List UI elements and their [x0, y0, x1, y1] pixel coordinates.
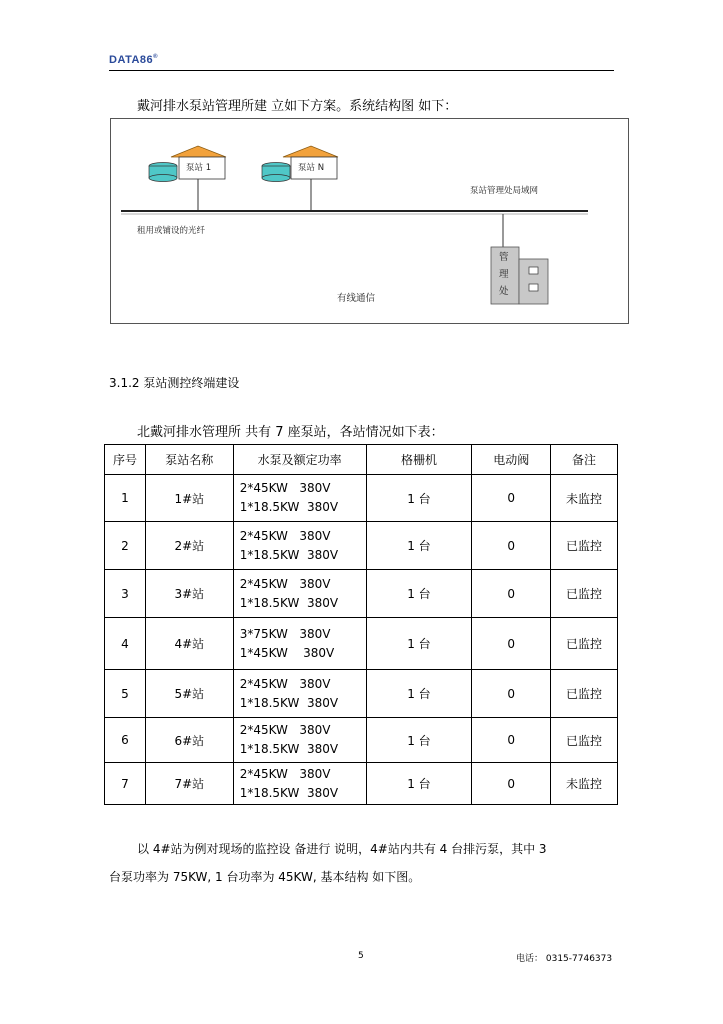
table-row — [105, 570, 618, 618]
station-name: 3#站 — [145, 570, 233, 618]
row-no: 6 — [105, 718, 146, 763]
system-diagram — [110, 118, 629, 324]
row-no: 2 — [105, 522, 146, 570]
station-1-label: 泵站 1 — [186, 163, 212, 173]
note: 未监控 — [551, 763, 618, 805]
network-label: 泵站管理处局域网 — [470, 186, 539, 196]
header-divider — [109, 70, 614, 71]
row-no: 7 — [105, 763, 146, 805]
fiber-label: 租用或铺设的光纤 — [137, 226, 206, 236]
valve-count: 0 — [472, 570, 551, 618]
company-logo: DATA86® — [109, 54, 159, 66]
page-number: 5 — [358, 951, 364, 961]
row-no: 3 — [105, 570, 146, 618]
station-name: 2#站 — [145, 522, 233, 570]
footer-phone: 电话： 0315-7746373 — [516, 954, 613, 964]
pump-power: 2*45KW 380V 1*18.5KW 380V — [233, 570, 366, 618]
section-title: 3.1.2 泵站测控终端建设 — [109, 376, 240, 390]
station-name: 5#站 — [145, 670, 233, 718]
grille-count: 1 台 — [366, 475, 472, 522]
col-header: 水泵及额定功率 — [233, 445, 366, 475]
note: 已监控 — [551, 670, 618, 718]
col-header: 泵站名称 — [145, 445, 233, 475]
pump-power: 3*75KW 380V 1*45KW 380V — [233, 618, 366, 670]
row-no: 5 — [105, 670, 146, 718]
col-header: 电动阀 — [472, 445, 551, 475]
grille-count: 1 台 — [366, 618, 472, 670]
col-header: 格栅机 — [366, 445, 472, 475]
note: 已监控 — [551, 522, 618, 570]
note: 未监控 — [551, 475, 618, 522]
pump-power: 2*45KW 380V 1*18.5KW 380V — [233, 475, 366, 522]
pump-power: 2*45KW 380V 1*18.5KW 380V — [233, 670, 366, 718]
note: 已监控 — [551, 618, 618, 670]
office-annex — [519, 259, 548, 304]
grille-count: 1 台 — [366, 522, 472, 570]
table-row — [105, 718, 618, 763]
grille-count: 1 台 — [366, 670, 472, 718]
table-row — [105, 763, 618, 805]
table-row — [105, 475, 618, 522]
office-char: 处 — [499, 286, 509, 297]
table-header-row — [105, 445, 618, 475]
table-row — [105, 618, 618, 670]
station-name: 4#站 — [145, 618, 233, 670]
row-no: 1 — [105, 475, 146, 522]
station-name: 7#站 — [145, 763, 233, 805]
pump-power: 2*45KW 380V 1*18.5KW 380V — [233, 763, 366, 805]
pump-power: 2*45KW 380V 1*18.5KW 380V — [233, 718, 366, 763]
col-header: 备注 — [551, 445, 618, 475]
note: 已监控 — [551, 718, 618, 763]
table-row — [105, 522, 618, 570]
table-intro: 北戴河排水管理所 共有 7 座泵站，各站情况如下表： — [137, 425, 444, 440]
valve-count: 0 — [472, 670, 551, 718]
valve-count: 0 — [472, 618, 551, 670]
paragraph-line-1: 以 4#站为例对现场的监控设 备进行 说明，4#站内共有 4 台排污泵，其中 3 — [137, 842, 547, 856]
wired-label: 有线通信 — [337, 293, 376, 304]
note: 已监控 — [551, 570, 618, 618]
pump-station-table — [104, 444, 618, 805]
valve-count: 0 — [472, 763, 551, 805]
grille-count: 1 台 — [366, 570, 472, 618]
pump-power: 2*45KW 380V 1*18.5KW 380V — [233, 522, 366, 570]
grille-count: 1 台 — [366, 718, 472, 763]
roof-icon — [283, 146, 338, 157]
table-row — [105, 670, 618, 718]
valve-count: 0 — [472, 475, 551, 522]
office-char: 理 — [499, 269, 509, 280]
station-n-label: 泵站 N — [298, 163, 325, 173]
row-no: 4 — [105, 618, 146, 670]
roof-icon — [171, 146, 226, 157]
grille-count: 1 台 — [366, 763, 472, 805]
station-name: 1#站 — [145, 475, 233, 522]
valve-count: 0 — [472, 522, 551, 570]
col-header: 序号 — [105, 445, 146, 475]
station-name: 6#站 — [145, 718, 233, 763]
intro-text: 戴河排水泵站管理所建 立如下方案。系统结构图 如下： — [137, 99, 458, 114]
valve-count: 0 — [472, 718, 551, 763]
paragraph-line-2: 台泵功率为 75KW, 1 台功率为 45KW, 基本结构 如下图。 — [109, 870, 421, 884]
office-char: 管 — [499, 252, 509, 263]
